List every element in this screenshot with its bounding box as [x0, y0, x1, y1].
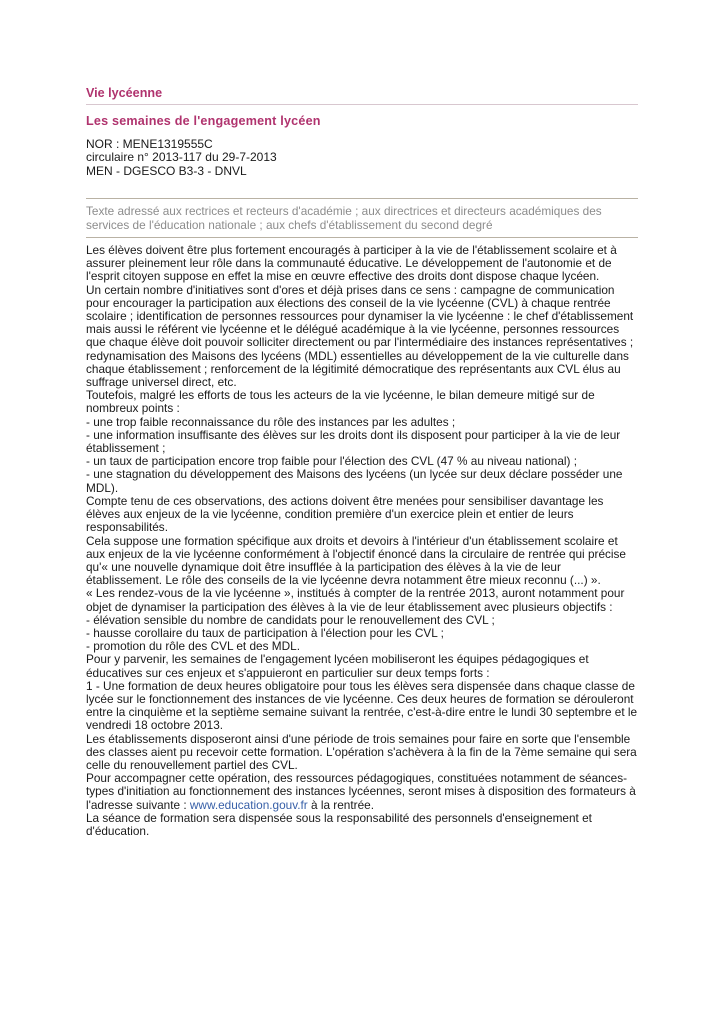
list-item: - une stagnation du développement des Maisons des lycéens (un lycée sur deux déclare posséder une MDL). [86, 467, 623, 495]
issuing-office: MEN - DGESCO B3-3 - DNVL [86, 163, 247, 178]
section-divider [86, 104, 638, 105]
reference-block [86, 138, 638, 178]
paragraph-assessment: Toutefois, malgré les efforts de tous les acteurs de la vie lycéenne, le bilan demeure mitigé sur de nombreux points : [86, 388, 595, 416]
circular-body [86, 244, 638, 838]
resources-link[interactable]: www.education.gouv.fr [189, 797, 308, 812]
list-item: - promotion du rôle des CVL et des MDL. [86, 639, 300, 654]
section-heading: Vie lycéenne [86, 86, 163, 100]
paragraph-resources [86, 772, 638, 812]
addressee-top-rule [86, 198, 638, 199]
addressee-bottom-rule [86, 237, 638, 238]
list-item: - un taux de participation encore trop faible pour l'élection des CVL (47 % au niveau national) ; [86, 454, 578, 469]
circular-number: circulaire n° 2013-117 du 29-7-2013 [86, 150, 277, 165]
paragraph-schedule: Les établissements disposeront ainsi d'une période de trois semaines pour faire en sorte que l'ensemble des classes aient pu recevoir cette formation. L'opération s'achèvera à la fin de la 7ème semaine qui sera celle du renouvellement partiel des CVL. [86, 731, 637, 772]
paragraph-mobilisation: Pour y parvenir, les semaines de l'engagement lycéen mobiliseront les équipes pédagogiques et éducatives sur ces enjeux et s'appuieront en particulier sur deux temps forts : [86, 652, 589, 680]
list-item: - une trop faible reconnaissance du rôle des instances par les adultes ; [86, 414, 456, 429]
paragraph-observations: Compte tenu de ces observations, des actions doivent être menées pour sensibiliser davantage les élèves aux enjeux de la vie lycéenne, condition première d'un exercice plein et entier de leurs responsabilités. [86, 493, 604, 535]
document-title: Les semaines de l'engagement lycéen [86, 114, 321, 128]
nor-reference: NOR : MENE1319555C [86, 137, 213, 151]
addressee-text: Texte adressé aux rectrices et recteurs d'académie ; aux directrices et directeurs académiques des services de l'éducation nationale ; aux chefs d'établissement du second degré [86, 204, 602, 232]
paragraph-formation: 1 - Une formation de deux heures obligatoire pour tous les élèves sera dispensée dans chaque classe de lycée sur le fonctionnement des instances de vie lycéenne. Ces deux heures de formation se dérouleront entre la cinquième et la septième semaine suivant la rentrée, c'est-à-dire entre le lundi 30 septembre et le vendredi 18 octobre 2013. [86, 678, 638, 733]
paragraph-rendez-vous: « Les rendez-vous de la vie lycéenne », institués à compter de la rentrée 2013, auront notamment pour objet de dynamiser la participation des élèves à la vie de leur établissement avec plusieurs objectifs : [86, 586, 625, 614]
paragraph-training: Cela suppose une formation spécifique aux droits et devoirs à l'intérieur d'un établissement scolaire et aux enjeux de la vie lycéenne conformément à l'objectif énoncé dans la circulaire de rentrée qui précise qu'« une nouvelle dynamique doit être insufflée à la participation des élèves à la vie de leur établissement. Le rôle des conseils de la vie lycéenne devra notamment être mieux reconnu (...) ». [86, 533, 626, 588]
resources-text: Pour accompagner cette opération, des ressources pédagogiques, constituées notamment de séances-types d'initiation au fonctionnement des instances lycéennes, seront mises à disposition des formateurs à l'adresse suivante : [86, 771, 636, 812]
paragraph-intro: Les élèves doivent être plus fortement encouragés à participer à la vie de l'établissement scolaire et à assurer pleinement leur rôle dans la communauté éducative. Le développement de l'autonomie et de l'esprit citoyen suppose en effet la mise en œuvre effective des droits dont dispose chaque lycéen. [86, 243, 617, 284]
list-item: - hausse corollaire du taux de participation à l'élection pour les CVL ; [86, 625, 444, 640]
paragraph-initiatives: Un certain nombre d'initiatives sont d'ores et déjà prises dans ce sens : campagne de communication pour encourager la participation aux élections des conseil de la vie lycéenne (CVL) à chaque rentrée scolaire ; identification de personnes ressources pour dynamiser la vie lycéenne : le chef d'établissement mais aussi le référent vie lycéenne et le délégué académique à la vie lycéenne, personnes ressources que chaque élève doit pouvoir solliciter directement ou par l'intermédiaire des instances représentatives ; redynamisation des Maisons des lycéens (MDL) essentielles au développement de la vie culturelle dans chaque établissement ; renforcement de la légitimité démocratique des représentants aux CVL élus au suffrage universel direct, etc. [86, 282, 634, 390]
list-item: - une information insuffisante des élèves sur les droits dont ils disposent pour participer à la vie de leur établissement ; [86, 427, 621, 456]
circular-page [86, 85, 638, 838]
resources-text-end: à la rentrée. [307, 797, 374, 812]
paragraph-closing: La séance de formation sera dispensée sous la responsabilité des personnels d'enseignement et d'éducation. [86, 810, 592, 838]
list-item: - élévation sensible du nombre de candidats pour le renouvellement des CVL ; [86, 612, 495, 627]
